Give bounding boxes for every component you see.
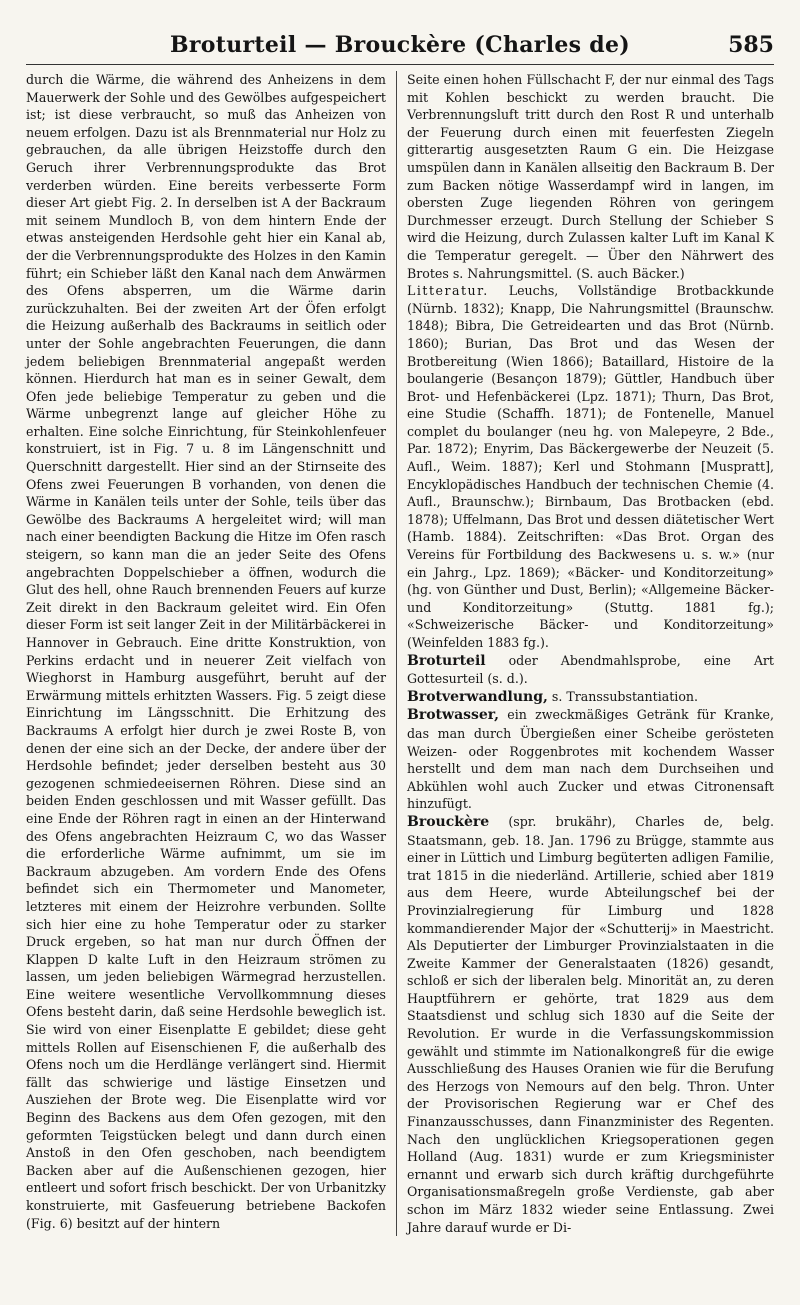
left-column <box>26 71 396 1236</box>
entry-text: s. Transsubstantiation. <box>547 688 699 704</box>
page-header <box>26 30 774 65</box>
entry-text: (spr. brukähr), Charles de, belg. Staatsmann, geb. 18. Jan. 1796 zu Brügge, stammte aus einer in Lüttich und Limburg begüterten adligen Familie, trat 1815 in die niederländ. Artillerie, schied aber 1819 aus dem Heere, wurde Abteilungschef bei der Provinzialregierung für Limburg und 1828 kommandierender Major der «Schutterij» in Maestricht. Als Deputierter der Limburger Provinzialstaaten in die Zweite Kammer der Generalstaaten (1826) gesandt, schloß er sich der liberalen belg. Minorität an, zu deren Hauptführern er gehörte, trat 1829 aus dem Staatsdienst und schlug sich 1830 auf die Seite der Revolution. Er wurde in die Verfassungskommission gewählt und stimmte im Nationalkongreß für die ewige Ausschließung des Hauses Oranien wie für die Berufung des Herzogs von Nemours auf den belg. Thron. Unter der Provisorischen Regierung war er Chef des Finanzausschusses, dann Finanzminister des Regenten. Nach den unglücklichen Kriegsoperationen gegen Holland (Aug. 1831) wurde er zum Kriegsminister ernannt und erwarb sich durch kräftig durchgeführte Organisationsmaßregeln große Verdienste, gab aber schon im März 1832 wieder seine Entlassung. Zwei Jahre darauf wurde er Di- <box>407 813 774 1235</box>
headword: Broturteil <box>407 652 486 669</box>
paragraph-oven-continuation: Seite einen hohen Füllschacht F, der nur einmal des Tags mit Kohlen beschickt zu werden braucht. Die Verbrennungsluft tritt durch den Rost R und unterhalb der Feuerung durch einen mit feuerfesten Ziegeln gitterartig ausgesetzten Raum G ein. Die Heizgase umspülen dann in Kanälen allseitig den Backraum B. Der zum Backen nötige Wasserdampf wird in langen, im obersten Zuge liegenden Röhren von geringem Durchmesser erzeugt. Durch Stellung der Schieber S wird die Heizung, durch Zulassen kalter Luft im Kanal K die Temperatur geregelt. — Über den Nährwert des Brotes s. Nahrungsmittel. (S. auch Bäcker.) <box>407 72 774 281</box>
entry-brotwasser <box>407 706 774 813</box>
headword: Brotwasser, <box>407 707 500 724</box>
entry-text: oder Abendmahlsprobe, eine Art Gottesurteil (s. d.). <box>407 652 774 687</box>
literature-paragraph <box>407 282 774 651</box>
text-columns <box>26 71 774 1236</box>
headword: Brouckère <box>407 813 490 830</box>
paragraph-oven-construction: durch die Wärme, die während des Anheizens in dem Mauerwerk der Sohle und des Gewölbes aufgespeichert ist; ist diese verbraucht, so muß das Anheizen von neuem erfolgen. Dazu ist als Brennmaterial nur Holz zu gebrauchen, da alle übrigen Heizstoffe durch den Geruch ihrer Verbrennungsprodukte das Brot verderben würden. Eine bereits verbesserte Form dieser Art giebt Fig. 2. In derselben ist A der Backraum mit seinem Mundloch B, von dem hintern Ende der etwas ansteigenden Herdsohle geht hier ein Kanal ab, der die Verbrennungsprodukte des Holzes in den Kamin führt; ein Schieber läßt den Kanal nach dem Anwärmen des Ofens absperren, um die Wärme darin zurückzuhalten. Bei der zweiten Art der Öfen erfolgt die Heizung außerhalb des Backraums in seitlich oder unter der Sohle angebrachten Feuerungen, die dann jedem beliebigen Brennmaterial angepaßt werden können. Hierdurch hat man es in seiner Gewalt, dem Ofen jede beliebige Temperatur zu geben und die Wärme unbegrenzt lange auf gleicher Höhe zu erhalten. Eine solche Einrichtung, für Steinkohlenfeuer konstruiert, ist in Fig. 7 u. 8 im Längenschnitt und Querschnitt dargestellt. Hier sind an der Stirnseite des Ofens zwei Feuerungen B vorhanden, von denen die Wärme in Kanälen teils unter der Sohle, teils über das Gewölbe des Backraums A hergeleitet wird; will man nach einer beendigten Backung die Hitze im Ofen rasch steigern, so kann man die an jeder Seite des Ofens angebrachten Doppelschieber a öffnen, wodurch die Glut des hell, ohne Rauch brennenden Feuers auf kurze Zeit direkt in den Backraum geleitet wird. Ein Ofen dieser Form ist seit langer Zeit in der Militärbäckerei in Hannover in Gebrauch. Eine dritte Konstruktion, von Perkins erdacht und in neuerer Zeit vielfach von Wieghorst in Hamburg ausgeführt, beruht auf der Erwärmung mittels erhitzten Wassers. Fig. 5 zeigt diese Einrichtung im Längsschnitt. Die Erhitzung des Backraums A erfolgt hier durch je zwei Roste B, von denen der eine sich an der Decke, der andere über der Herdsohle befindet; jeder derselben besteht aus 30 gezogenen schmiedeeisernen Röhren. Diese sind an beiden Enden geschlossen und mit Wasser gefüllt. Das eine Ende der Röhren ragt in einen an der Hinterwand des Ofens angebrachten Heizraum C, wo das Wasser die erforderliche Wärme aufnimmt, um sie im Backraum abzugeben. Am vordern Ende des Ofens befindet sich ein Thermometer und Manometer, letzteres mit einem der Heizrohre verbunden. Sollte sich hier eine zu hohe Temperatur oder zu starker Druck ergeben, so hat man nur durch Öffnen der Klappen D kalte Luft in den Heizraum strömen zu lassen, um jeden beliebigen Wärmegrad herzustellen. Eine weitere wesentliche Vervollkommnung dieses Ofens besteht darin, daß seine Herdsohle beweglich ist. Sie wird von einer Eisenplatte E gebildet; diese geht mittels Rollen auf Eisenschienen F, die außerhalb des Ofens noch um die Herdlänge verlängert sind. Hiermit fällt das schwierige und lästige Einsetzen und Ausziehen der Brote weg. Die Eisenplatte wird vor Beginn des Backens aus dem Ofen gezogen, mit den geformten Teigstücken belegt und dann durch einen Anstoß in den Ofen geschoben, nach beendigtem Backen aber auf die Außenschienen gezogen, hier entleert und sofort frisch beschickt. Der von Urbanitzky konstruierte, mit Gasfeuerung betriebene Backofen (Fig. 6) besitzt auf der hintern <box>26 72 386 1231</box>
running-title: Broturteil — Brouckère (Charles de) <box>170 32 630 58</box>
literature-label: Litteratur. <box>407 283 489 299</box>
entry-brotverwandlung <box>407 688 774 707</box>
entry-broturteil <box>407 652 774 688</box>
headword: Brotverwandlung, <box>407 688 548 705</box>
entry-brouckere <box>407 813 774 1236</box>
literature-text: Leuchs, Vollständige Brotbackkunde (Nürnb. 1832); Knapp, Die Nahrungsmittel (Braunschw. 1848); Bibra, Die Getreidearten und das Brot (Nürnb. 1860); Burian, Das Brot und das Wesen der Brotbereitung (Wien 1866); Bataillard, Histoire de la boulangerie (Besançon 1879); Güttler, Handbuch über Brot- und Hefenbäckerei (Lpz. 1871); Thurn, Das Brot, eine Studie (Schaffh. 1871); de Fontenelle, Manuel complet du boulanger (neu hg. von Malepeyre, 2 Bde., Par. 1872); Enyrim, Das Bäckergewerbe der Neuzeit (5. Aufl., Weim. 1887); Kerl und Stohmann [Muspratt], Encyklopädisches Handbuch der technischen Chemie (4. Aufl., Braunschw.); Birnbaum, Das Brotbacken (ebd. 1878); Uffelmann, Das Brot und dessen diätetischer Wert (Hamb. 1884). Zeitschriften: «Das Brot. Organ des Vereins für Fortbildung des Backwesens u. s. w.» (nur ein Jahrg., Lpz. 1869); «Bäcker- und Konditorzeitung» (hg. von Günther und Dust, Berlin); «Allgemeine Bäcker- und Konditorzeitung» (Stuttg. 1881 fg.); «Schweizerische Bäcker- und Konditorzeitung» (Weinfelden 1883 fg.). <box>407 283 774 650</box>
entry-text: ein zweckmäßiges Getränk für Kranke, das man durch Übergießen einer Scheibe gerösteten Weizen- oder Roggenbrotes mit kochendem Wasser herstellt und dem man nach dem Durchseihen und Abkühlen wohl auch Zucker und etwas Citronensaft hinzufügt. <box>407 707 774 812</box>
right-column <box>396 71 774 1236</box>
page-number: 585 <box>728 32 774 58</box>
